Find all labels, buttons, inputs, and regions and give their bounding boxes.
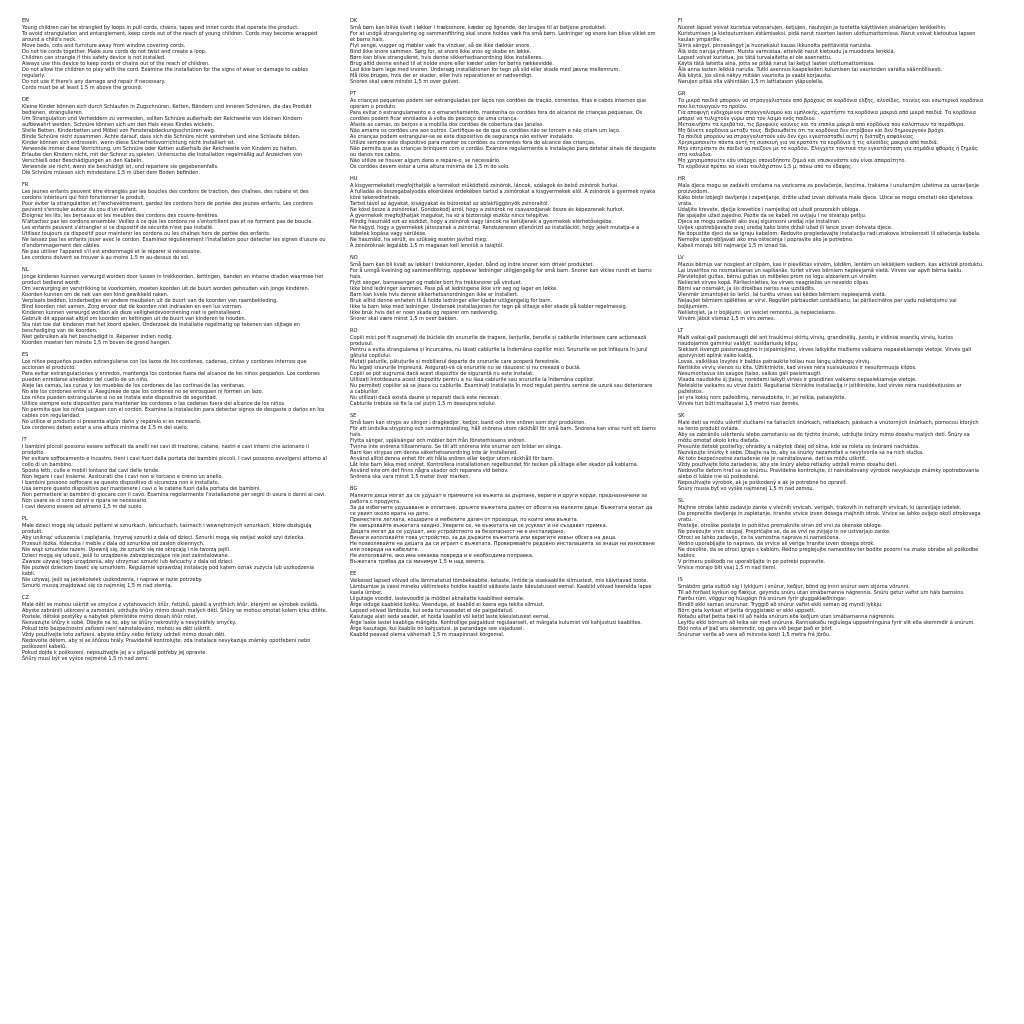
warning-line: Τα παιδιά μπορούν να στραγγαλιστούν εάν δεν έχει εγκατασταθεί αυτή η διάταξη ασφαλείας. bbox=[678, 134, 915, 140]
language-section-ee bbox=[350, 571, 656, 638]
warning-line: Zawsze używaj tego urządzenia, aby utrzymać sznurki lub łańcuchy z dala od dzieci. bbox=[22, 559, 234, 565]
warning-line: Copiii mici pot fi sugrumați de buclele din snururile de tragere, lanțurile, benzile și cablurile interioare care acționează produsul. bbox=[350, 335, 647, 347]
warning-line: Въжетата трябва да са минимум 1,5 м над земята. bbox=[350, 559, 486, 565]
warning-line: Lovas, vaikiškas lovytes ir baldus patraukite toliau nuo langų uždangų virvių. bbox=[678, 359, 871, 365]
warning-line: Μη δένετε κορδόνια μεταξύ τους. Βεβαιωθείτε ότι τα κορδόνια δεν στρίβουν και δεν δημιουργούν βρόχο. bbox=[678, 128, 945, 134]
column-2 bbox=[350, 18, 656, 1014]
language-code: NO bbox=[350, 255, 358, 261]
warning-line: Barn kan kvele hvis denne sikkerhetsanordningen ikke er installert. bbox=[350, 292, 519, 298]
language-code: GR bbox=[678, 91, 686, 97]
warning-line: Virvės turi būti mažiausiai 1,5 metro nuo žemės. bbox=[678, 401, 800, 407]
warning-line: Majhne otroke lahko zadavijo zanke v vlečnih vrvicah, verigah, trakovih in notranjih vrvicah, ki upravljajo izdelek. bbox=[678, 505, 962, 511]
warning-line: Децата могат да се удушат, ако устройството за безопасност не е инсталирано. bbox=[350, 529, 566, 535]
warning-line: Малките деца могат да се удушат в примките на въжета за дърпане, вериги и други корди, предназначени за работа с продукта. bbox=[350, 493, 647, 505]
warning-line: Mazus bērnus var nosgiest ar cilpām, kas ir pievilktas virvēm, ķēdēm, lentēm un iekšējiem vadiem, kas aktivizē produktu. bbox=[678, 262, 984, 268]
warning-line: Neriškite virvių vienos su kita. Užtikrinkite, kad virves nėra susisukusios ir nesuformuoja kilpos. bbox=[678, 365, 917, 371]
warning-line: Ikke bruk hvis det er noen skade og reparer om nødvendig. bbox=[350, 310, 499, 316]
warning-line: Nie wiąż sznurków razem. Upewnij się, że sznurki się nie skręcają i nie tworzą pętli. bbox=[22, 547, 231, 553]
language-code: HU bbox=[350, 176, 358, 182]
warning-line: Μη χρησιμοποιείτε εάν υπάρχει οποιαδήποτε ζημιά και επισκευάστε εάν είναι απαραίτητο. bbox=[678, 158, 907, 164]
warning-line: Använd inte om det finns några skador och reparera vid behov. bbox=[350, 468, 509, 474]
warning-line: Nu legați snururile împreună. Asigurați-vă că snururile nu se răsucesc și nu creează o buclă. bbox=[350, 365, 581, 371]
warning-line: Færðu rúm, vöggur og húsgögn frá snúrum fyrir gluggaklæðningar. bbox=[678, 596, 847, 602]
language-code: SE bbox=[350, 413, 357, 419]
language-section-bg bbox=[350, 486, 656, 565]
warning-line: Винаги използвайте това устройство, за да държите въжетата или веригите извън обсега на деца. bbox=[350, 535, 617, 541]
language-section-nl bbox=[22, 267, 328, 346]
warning-line: Los niños pueden estrangularse si no se instala este dispositivo de seguridad. bbox=[22, 395, 218, 401]
warning-line: I bambini piccoli possono essere soffocati da anelli nei cavi di trazione, catene, nastri e cavi interni che azionano il prodotto. bbox=[22, 444, 309, 456]
warning-line: Ärge siduge kaableid kokku. Veenduge, et kaablid ei keera ega tekita silmust. bbox=[350, 602, 545, 608]
warning-line: V primeru poškodb ne uporabljajte in po potrebi popravite. bbox=[678, 559, 826, 565]
language-code: PT bbox=[350, 91, 357, 97]
warning-line: Não amarre os cordões uns aos outros. Certifique-se de que os cordões não se torcem e não criam um laço. bbox=[350, 128, 621, 134]
warning-line: A gyermekek megfojthatják magukat, ha ez a biztonsági eszköz nincs telepítve. bbox=[350, 213, 550, 219]
language-code: DE bbox=[22, 97, 30, 103]
warning-line: Börn geta kyrkast ef þetta öryggistæki er ekki uppsett. bbox=[678, 608, 816, 614]
language-section-is bbox=[678, 577, 984, 638]
warning-line: Μην επιτρέπετε σε παιδιά να παίζουν με το κορδόνι. Ελέγχετε τακτικά την εγκατάσταση για σημάδια φθοράς ή ζημιάς στα καλώδια. bbox=[678, 146, 978, 158]
warning-line: Ärge kasutage, kui kaablis on kahjustusi, ja parandage see vajadusel. bbox=[350, 626, 525, 632]
warning-line: Om verwurging en verstrikking te voorkomen, moeten koorden uit de buurt worden gehouden van jonge kinderen. Koorden kunnen om de nek van een kind gewikkeld raken. bbox=[22, 286, 310, 298]
warning-line: For å unngå kvelning og sammenfiltring, oppbevar ledninger utilgjengelig for små barn. Snorer kan vikles rundt et barns hals. bbox=[350, 268, 652, 280]
warning-line: Nie używaj, jeśli są jakiekolwiek uszkodzenia, i napraw w razie potrzeby. bbox=[22, 577, 203, 583]
warning-line: Per evitare soffocamento e incastro, tieni i cavi fuori dalla portata dei bambini piccoli. I cavi possono avvolgersi attorno al collo di un bambino. bbox=[22, 456, 327, 468]
warning-line: Los niños pequeños pueden estrangularse con los lazos de los cordones, cadenas, cintas y cordones internos que accionan el producto. bbox=[22, 359, 307, 371]
language-code: DK bbox=[350, 18, 358, 24]
warning-line: Sznurki muszą znajdować się co najmniej 1,5 m nad ziemią. bbox=[22, 583, 173, 589]
warning-line: Pokud toto bezpečnostní zařízení není nainstalováno, mohou se děti uškrtit. bbox=[22, 626, 212, 632]
warning-line: Τα κορδόνια πρέπει να είναι τουλάχιστον 1,5 μ. πάνω από το έδαφος. bbox=[678, 164, 853, 170]
warning-line: Cablurile trebuie să fie la cel puțin 1,5 m deasupra solului. bbox=[350, 401, 497, 407]
warning-line: Virvēm jābūt vismaz 1,5 m virs zemes. bbox=[678, 316, 776, 322]
warning-line: Niet gebruiken als het beschadigd is. Repareer indien nodig. bbox=[22, 334, 174, 340]
warning-line: Não utilize se houver algum dano e repare-o, se necessário. bbox=[350, 158, 501, 164]
warning-line: Verwende sie nicht, wenn sie beschädigt ist, und repariere sie gegebenenfalls. bbox=[22, 164, 219, 170]
warning-line: Små barn kan stryps av slingor i dragkedjor, kedjor, band och inre snören som styr produkten. bbox=[350, 420, 587, 426]
warning-line: Narujen pitää olla vähintään 1,5 m lattiatason yläpuolella. bbox=[678, 79, 824, 85]
language-section-pl bbox=[22, 516, 328, 589]
language-section-fi bbox=[678, 18, 984, 85]
warning-line: I bambini possono soffocare se questo dispositivo di sicurezza non è installato. bbox=[22, 480, 220, 486]
warning-line: Não permita que as crianças brinquem com o cordão. Examine regularmente a instalação para detetar sinais de desgaste ou danos nos cabos. bbox=[350, 146, 656, 158]
warning-line: Liigutage voodid, lastevoodid ja mööbel aknakatte kaablitest eemale. bbox=[350, 596, 525, 602]
warning-line: Ikke bind ledninger sammen. Pass på at ledningene ikke vrir seg og lager en løkke. bbox=[350, 286, 558, 292]
warning-line: As crianças podem estrangular-se se este dispositivo de segurança não estiver instalado. bbox=[350, 134, 574, 140]
warning-line: Låt inte barn leka med snöret. Kontrollera installationen regelbundet för tecken på slitage eller skador på kablarna. bbox=[350, 462, 639, 468]
warning-line: Binde Schnüre nicht zusammen. Achte darauf, dass sich die Schnüre nicht verdrehen und eine Schlaufe bilden. bbox=[22, 134, 301, 140]
language-section-hr bbox=[678, 176, 984, 249]
warning-line: Éloignez les lits, les berceaux et les meubles des cordons des couvre-fenêtres. bbox=[22, 213, 219, 219]
warning-line: Älä käytä, jos siinä näkyy mitään vaurioita ja vaabi korjausta. bbox=[678, 73, 832, 79]
language-code: LT bbox=[678, 328, 684, 334]
warning-line: Nelieciet virves kopā. Pārliecinieties, ka virves neagriežas un neveido cilpas. bbox=[678, 280, 870, 286]
warning-line: Do not use if there's any damage and repair if necessary. bbox=[22, 79, 166, 85]
warning-line: Не завързвайте въжетата заедно. Уверете се, че въжетата не се усукват и не създават примка. bbox=[350, 523, 608, 529]
warning-line: Non permettere ai bambini di giocare con il cavo. Esamina regolarmente l'installazione per segni di usura o danni ai cavi. bbox=[22, 492, 326, 498]
warning-line: Verwende immer diese Vorrichtung, um Schnüre oder Ketten außerhalb der Reichweite von Kindern zu halten. bbox=[22, 146, 298, 152]
language-code: FR bbox=[22, 182, 29, 188]
warning-line: Pentru a evita strangularea și încurcarea, nu lăsați cablurile la îndemâna copiilor mici. Snururile se pot înfășura în jurul gâtului copilului. bbox=[350, 347, 648, 359]
warning-line: Kinderen kunnen verwurgd worden als deze veiligheidsvoorziening niet is geïnstalleerd. bbox=[22, 310, 242, 316]
language-section-sl bbox=[678, 498, 984, 571]
warning-line: A fulladás és összegabalyodás elkerülése érdekében tartsd a zsinórokat a kisgyermekek elől. A zsinórok a gyermek nyaka köré tekeredhetnek. bbox=[350, 189, 656, 201]
warning-line: Les enfants peuvent s'étrangler si ce dispositif de sécurité n'est pas installé. bbox=[22, 225, 214, 231]
warning-line: Lapsed võivad lämbuda, kui seda turvaseadet ei ole paigaldatud. bbox=[350, 608, 514, 614]
warning-line: Children can strangle if this safety device is not installed. bbox=[22, 55, 166, 61]
language-code: CZ bbox=[22, 595, 29, 601]
warning-line: Die Schnüre müssen sich mindestens 1,5 m über dem Boden befinden. bbox=[22, 170, 201, 176]
language-section-pt bbox=[350, 91, 656, 170]
warning-line: Do not allow the children to play with the cord. Examine the installation for the signs of wear or damage to cables regularly. bbox=[22, 67, 308, 79]
language-code: IT bbox=[22, 437, 27, 443]
warning-line: Vždy používajte toto zariadenie, aby ste šnúry alebo retiazky udržali mimo dosahu detí. bbox=[678, 462, 898, 468]
warning-line: Kaablid peavad olema vähemalt 1,5 m maapinnast kõrgemal. bbox=[350, 632, 505, 638]
warning-line: Nedovolte dětem, aby si se šňůrou hrály. Pravidelně kontrolujte, zda instalace nevykazuje známky opotřebení nebo poškození kabelů. bbox=[22, 638, 311, 650]
warning-line: Flytt senger, barnesenger og møbler bort fra trekksnorer på vinduet. bbox=[350, 280, 523, 286]
language-code: FI bbox=[678, 18, 683, 24]
warning-line: I cavi devono essere ad almeno 1,5 m dal suolo. bbox=[22, 504, 143, 510]
language-code: EE bbox=[350, 571, 357, 577]
warning-line: Always use this device to keep cords or chains out of the reach of children. bbox=[22, 61, 210, 67]
language-code: ES bbox=[22, 352, 29, 358]
warning-line: Malé děti se mohou uškrtit ve smyčce z vytahovacích šňůr, řetízků, pásků a vnitřních šňůr, kterými se výrobek ovládá. bbox=[22, 602, 319, 608]
warning-line: Pārvietojiet gultas, bērnu gultas un mēbeles prom no logu aizkariem un virvēm. bbox=[678, 274, 878, 280]
warning-line: Maži vaikai gali pasismaugti dėl ant traukimui skirtų virvių, grandinėlių, juostų ir vidiniai esančių virvių, kurios naudojamos gaminiui valdyti, susidariusių kilpų. bbox=[678, 335, 954, 347]
warning-line: Vienmēr izmantojiet šo ierīci, lai turētu virves vai ķēdes bērniem nepieejamā vietā. bbox=[678, 292, 887, 298]
warning-line: Jonge kinderen kunnen verwurgd worden door lussen in trekkoorden, kettingen, banden en interne draden waarmee het product bediend wordt. bbox=[22, 274, 324, 286]
warning-line: Nesumontavus šio saugos įtaiso, vaikas gali pasismaugti. bbox=[678, 371, 822, 377]
warning-line: Τα μικρά παιδιά μπορούν να στραγγαλιστούν από βρόχους σε κορδόνια έλξης, αλυσίδες, ταινίες και εσωτερικά κορδόνια που λειτουργούν το προϊόν. bbox=[678, 98, 984, 110]
warning-line: Smábörn geta sultúð sig í lykkjum í snúrur, keðjur, bönd og innri snúrur sem stjórna vörunni. bbox=[678, 584, 910, 590]
language-section-se bbox=[350, 413, 656, 480]
warning-line: Преместете леглата, кошарите и мебелите далеч от прозорци, по които има въжета. bbox=[350, 517, 579, 523]
warning-line: Ikke la barn leke med ledninger. Undersøk installasjonen for tegn på slitasje eller skade på kabler regelmessig. bbox=[350, 304, 628, 310]
language-section-hu bbox=[350, 176, 656, 249]
warning-line: Para evitar o estrangulamento e o emaranhamento, mantenha os cordões fora do alcance de crianças pequenas. Os cordões podem ficar enrolados à volta do pescoço de uma criança. bbox=[350, 110, 643, 122]
warning-line: Para evitar estrangulaciones y enredos, mantenga los cordones fuera del alcance de los niños pequeños. Los cordones pueden enredarse alrededor del cuello de un niño. bbox=[22, 371, 320, 383]
language-code: BG bbox=[350, 486, 358, 492]
warning-line: Šnúry musia byť vo výške najmenej 1,5 m nad zemou. bbox=[678, 486, 815, 492]
warning-line: Jei yra kokių nors pažeidimų, nenaudokite, ir, jei reikia, pataisykite. bbox=[678, 395, 847, 401]
warning-line: Przesuń łóżka, łóżeczka i meble z dala od sznurków od zasłon okiennych. bbox=[22, 541, 205, 547]
language-section-lv bbox=[678, 255, 984, 322]
warning-line: Os cordões devem estar a uma altura mínima de 1,5 m do solo. bbox=[350, 164, 510, 170]
warning-line: Aby uniknąć uduszenia i zaplątania, trzymaj sznurki z dala od dzieci. Sznurki mogą się owijać wokół szyi dziecka. bbox=[22, 535, 305, 541]
warning-line: Djeca se mogu zadaviti ako ovaj sigurnosni uređaj nije instaliran. bbox=[678, 219, 841, 225]
language-section-gr bbox=[678, 91, 984, 170]
warning-line: Не позволявайте на децата да си играят с въжетата. Проверявайте редовно инсталацията за знаци на износване или повреда на кабелите. bbox=[350, 541, 656, 553]
warning-line: Aby sa zabránilo uškrteniu alebo zamotaniu sa do týchto šnúrok, udržujte šnúry mimo dosahu malých detí. Šnúry sa môžu omotať okolo krku dieťaťa. bbox=[678, 432, 970, 444]
warning-line: Afaste as camas, os berços e a mobília dos cordões de cobertura das janelas. bbox=[350, 122, 545, 128]
language-section-dk bbox=[350, 18, 656, 85]
warning-line: Copiii se pot sugruma dacă acest dispozitiv de siguranță nu este instalat. bbox=[350, 371, 534, 377]
warning-line: Mutați paturile, pătuțurile și mobilierul departe de snururile care acoperă ferestrele. bbox=[350, 359, 561, 365]
warning-line: Kleine Kinder können sich durch Schlaufen in Zugschnüren, Ketten, Bändern und inneren Schnüren, die das Produkt bedienen, strangulieren. bbox=[22, 104, 312, 116]
warning-line: Erlaube den Kindern nicht, mit der Schnur zu spielen. Untersuche die Installation regelmäßig auf Anzeichen von Verschleiß oder Beschädigungen an den Kabeln. bbox=[22, 152, 303, 164]
warning-line: Leyfðu ekki börnum að leika sér með snúruna. Rannsakaðu reglulega uppsetninguna fyrir slit eða skemmdir á snúrum. bbox=[678, 620, 975, 626]
warning-line: Koorden moeten ten minste 1,5 m boven de grond hangen. bbox=[22, 340, 171, 346]
language-code: EN bbox=[22, 18, 29, 24]
warning-line: Μετακινήστε τα κρεβάτια, τις βρεφικές κούνιες και τα έπιπλα μακριά από κορδόνια που καλύπτουν τα παράθυρα. bbox=[678, 122, 966, 128]
warning-line: Los cordones deben estar a una altura mínima de 1,5 m del suelo. bbox=[22, 425, 189, 431]
warning-line: Da preprečite davljenje in zapletanje, hranite vrvice izven dosega majhnih otrok. Vrvice se lahko ovijejo okoli otrokovega vratu. bbox=[678, 511, 981, 523]
warning-line: Utilizați întotdeauna acest dispozitiv pentru a nu lăsa cablurile sau snururile la îndemâna copiilor. bbox=[350, 377, 595, 383]
warning-line: Dzieci mogą się udusić, jeśli to urządzenie zabezpieczające nie jest zainstalowane. bbox=[22, 553, 230, 559]
warning-line: Flytta sängar, spjälsängar och möbler bort från fönsterhissens snören. bbox=[350, 438, 527, 444]
warning-line: Не използвайте, ако има някаква повреда и е необходима поправка. bbox=[350, 553, 534, 559]
warning-line: Ne spajajte užad zajedno. Pazite da se kabeli ne uvijaju i ne stvaraju petlju. bbox=[678, 213, 867, 219]
language-code: IS bbox=[678, 577, 683, 583]
warning-line: Ne használd, ha sérült, és szükség esetén javítsd meg. bbox=[350, 237, 488, 243]
language-code: NL bbox=[22, 267, 29, 273]
warning-line: Les cordons doivent se trouver à au moins 1,5 m au-dessus du sol. bbox=[22, 255, 190, 261]
warning-line: Väikesed lapsed võivad olla lämmatatud tõmbekaabite, ketaste, lintide ja sisekaablite silmustest, mis käivitavad toote. bbox=[350, 578, 648, 584]
language-section-it bbox=[22, 437, 328, 510]
warning-line: Notaðu alltaf þetta tæki til að halda snúrum eða keðjum utan smábarnanna nágrennis. bbox=[678, 614, 896, 620]
warning-line: Aleje las camas, las cunas y los muebles de los cordones de las cortinas de las ventanas. bbox=[22, 383, 246, 389]
warning-line: Sposta letti, culle e mobili lontano dai cavi delle tende. bbox=[22, 468, 160, 474]
language-section-en bbox=[22, 18, 328, 91]
warning-line: Brug altid denne enhed til at holde snore eller kæder uden for børns rækkevidde. bbox=[350, 61, 554, 67]
warning-line: Sta niet toe dat kinderen met het koord spelen. Onderzoek de installatie regelmatig op tekenen van slijtage en beschadiging van de koorden. bbox=[22, 322, 301, 334]
warning-line: Siekiant išvengti pasismaugimo ir įsipainiojimo, virves laikykite mažiems vaikams nepasiekiamoje vietoje. Virvės gali apsivynioti aplink vaiko kaklą. bbox=[678, 347, 972, 359]
warning-line: Um Strangulation und Verheddern zu vermeiden, sollten Schnüre außerhalb der Reichweite von kleinen Kindern aufbewahrt werden. Schnüre können sich um den Hals eines Kindes wickeln. bbox=[22, 116, 302, 128]
language-section-sk bbox=[678, 413, 984, 492]
warning-line: Kinder können sich erdrosseln, wenn diese Sicherheitsvorrichtung nicht installiert ist. bbox=[22, 140, 236, 146]
warning-line: Mindig használd ezt az eszközt, hogy a zsinórok vagy láncok ne kerüljenek a gyermekek elérhetőségébe. bbox=[350, 219, 614, 225]
language-section-ro bbox=[350, 328, 656, 407]
warning-line: Nezväzujte šnúrky k sebe. Dbajte na to, aby sa šnúrky nezamotali a nevytvorila sa na nich slučka. bbox=[678, 450, 924, 456]
warning-line: Uvijek upotrebljavajte ovaj uređaj kako biste držali užad ili lance izvan dohvata djece. bbox=[678, 225, 893, 231]
warning-line: Neliietojiet, ja ir bojājumi, un veiciet remontu, ja nepieciešams. bbox=[678, 310, 837, 316]
warning-line: Χρησιμοποιείτε πάντα αυτή τη συσκευή για να κρατάτε τα κορδόνια ή τις αλυσίδες μακριά από παιδιά. bbox=[678, 140, 939, 146]
language-section-cz bbox=[22, 595, 328, 662]
warning-line: Postelje, otroške postelje in pohištvo premaknite stran od vrvi za okenske obloge. bbox=[678, 523, 883, 529]
warning-line: Non usare se ci sono danni e ripara se necessario. bbox=[22, 498, 148, 504]
warning-line: För att undvika strypning och sammantrassling, håll snörena utom räckhåll för små barn. Snörena kan viras runt ett barns hals. bbox=[350, 426, 656, 438]
warning-line: Nepoužívajte výrobok, ak je poškodený a ak je potrebné ho opraviť. bbox=[678, 480, 848, 486]
warning-line: Ne dopustite djeci da se igraju kabelom. Redovito pregledavajte instalaciju radi znakova istrošenosti ili oštećenja kabela. bbox=[678, 231, 981, 237]
warning-line: Nu utilizați dacă există daune și reparați dacă este necesar. bbox=[350, 395, 500, 401]
warning-line: Barn kan strypas om denna säkerhetsanordning inte är installerad. bbox=[350, 450, 518, 456]
warning-line: Nuoret lapset voivat kuristua vetonarujen, ketjujen, nauhojen ja tuotetta käyttävien sisänarujen lenkkeihin. bbox=[678, 25, 947, 31]
warning-line: Ekki nota ef það eru skemmdir, og gera við þegar það er þörf. bbox=[678, 626, 833, 632]
warning-line: Ne dovolite, da se otroci igrajo s kablom. Redno preglejujte namestitev ter bodite pozorni na znake obrabe ali poškodbe kablov. bbox=[678, 547, 979, 559]
language-section-fr bbox=[22, 182, 328, 261]
warning-line: Snúrunar verða að vera að minnsta kosti 1,5 metra frá jörðu. bbox=[678, 632, 831, 638]
warning-line: Nie pozwól dzieciom bawić się sznurkiem. Regularnie sprawdzaj instalację pod kątem oznak zużycia lub uszkodzenia kabli. bbox=[22, 565, 315, 577]
warning-line: Verplaats bedden, kinderbedjes en andere meubelen uit de buurt van de koorden van raambekleding. bbox=[22, 298, 278, 304]
warning-line: Lai izvairītos no nosmakšanas un sapīšanās, turiet virves bērniem nepieejamā vietā. Virves var apvīt bērna kaklu. bbox=[678, 268, 963, 274]
warning-line: Bērni var nosmakt, ja šis drošības neriss nav uzstādīts. bbox=[678, 286, 816, 292]
warning-line: For at undgå strangulering og sammenfiltring skal snore holdes væk fra små børn. Ledninger og snore kan blive viklet om et barns hals. bbox=[350, 31, 656, 43]
warning-line: Ne pas utiliser l'appareil s'il est endommagé et le réparer si nécessaire. bbox=[22, 249, 202, 255]
warning-line: Nedovoľte deťom hrať sa so šnúrou. Pravidelne kontrolujte, či nainštalovaný výrobok nevykazuje známky opotrebovania alebo či káble nie sú poškodené. bbox=[678, 468, 979, 480]
language-code: RO bbox=[350, 328, 358, 334]
warning-line: No utilice el producto si presenta algún daño y repárelo si es necesario. bbox=[22, 419, 202, 425]
warning-line: Neļaujiet bērniem spēlēties ar virvi. Regulāri pārbaudiet uzstādīšanu, lai pārliecinātos par vadu nolietojumu vai bojājumiem. bbox=[678, 298, 957, 310]
warning-line: Stelle Betten, Kinderbetten und Möbel von Fensterabdeckungsschnüren weg. bbox=[22, 128, 216, 134]
warning-line: Pokud dojde k poškození, nepoužívejte jej a v případě potřeby jej opravte. bbox=[22, 650, 207, 656]
language-code: SK bbox=[678, 413, 685, 419]
warning-line: Siirrä sängyt, pinnasängyt ja huonekalut kauas ikkunoita peittävistä naruista. bbox=[678, 43, 872, 49]
column-1 bbox=[22, 18, 328, 1014]
warning-line: Mala djeca mogu se zadaviti omčama na vezicama za povlačenje, lancima, trakama i unutarnjim užetima za upravljanje proizvodom. bbox=[678, 183, 979, 195]
language-section-lt bbox=[678, 328, 984, 407]
warning-line: Neleiskite vaikams su virve žaisti. Reguliariai tikrinkite instaliaciją ir įsitikinkite, kad virves nėra nusidėvėjusios ar pažeistos. bbox=[678, 383, 962, 395]
warning-sheet bbox=[22, 18, 1004, 1014]
language-section-no bbox=[350, 255, 656, 322]
warning-line: Kuristumisen ja kietoutumisen estämiseksi, pidä narut nuorten lasten ulottumattomissa. Narut voivat kietoutua lapsen kaulan ympärille. bbox=[678, 31, 976, 43]
warning-line: Snoren skal være mindst 1,5 m over gulvet. bbox=[350, 79, 460, 85]
warning-line: За да избегнете удушаване и оплитане, дръжте въжетата далеч от обсега на малките деца. Въжетата могат да се увият около врата на дете. bbox=[350, 505, 653, 517]
warning-line: Gebruik dit apparaat altijd om koorden en kettingen uit de buurt van kinderen te houden. bbox=[22, 316, 247, 322]
warning-line: Bruk alltid denne enheten til å holde ledninger eller kjeder utilgjengelig for barn. bbox=[350, 298, 553, 304]
warning-line: Lämbumise ja vassi mineku vältimiseks hoidke kaablid väikeste laste käeulatusest eemal. Kaablid võivad keerelda lapse kaela ümber. bbox=[350, 584, 652, 596]
warning-line: Snörena ska vara minst 1,5 meter över marken. bbox=[350, 474, 471, 480]
warning-line: Udaljite krevete, dječje krevetiće i namještaj od užadi prozorskih obloga. bbox=[678, 207, 861, 213]
warning-line: Bind ikke snore sammen. Sørg for, at snore ikke snos og skabe en løkke. bbox=[350, 49, 532, 55]
warning-line: Ak toto bezpečnostné zariadenie nie je nainštalované, deti sa môžu uškrtiť. bbox=[678, 456, 867, 462]
warning-line: Utilice siempre este dispositivo para mantener los cordones o las cadenas fuera del alcance de los niños. bbox=[22, 401, 286, 407]
warning-line: Vedno uporabljajte to napravo, da vrvice ali verige hranite izven dosega otrok. bbox=[678, 541, 875, 547]
warning-line: Ne hagyd, hogy a gyermekek játsszanak a zsinórral. Rendszeresen ellenőrizd az installációt, hogy jeleit mutatja-e a kábelek kopása vagy sérülése. bbox=[350, 225, 640, 237]
warning-line: Otroci se lahko zadavijo, če ta varnostna naprava ni nameščena. bbox=[678, 535, 841, 541]
warning-line: Presuňte detské postieľky, ohrádky a nábytok ďalej od okna, kde sa roleta so šnúrami nachádza. bbox=[678, 444, 920, 450]
warning-line: Små børn kan blive kvalt i løkker i trækssnore, kæder og lignende, der bruges til at betjene produktet. bbox=[350, 25, 607, 31]
warning-line: Ne povezujte vrvic skupaj. Prepričajte se, da se vrvi ne zvijajo in ne ustvarjajo zanke. bbox=[678, 529, 891, 535]
warning-line: Små barn kan bli kvalt av løkker i trekksnorer, kjeder, bånd og indre snorer som driver produktet. bbox=[350, 262, 595, 268]
warning-line: Älä sido naruja yhteen. Muista varmistaa, etteivät narut kietoudu ja muodosta lenkkiä. bbox=[678, 49, 896, 55]
warning-line: Må ikke bruges, hvis der er skader, eller hvis reparationer er nødvendigt. bbox=[350, 73, 533, 79]
warning-line: Για αποφυγή ενδεχόμενου στραγγαλισμού και εμπλοκής, κρατήστε τα κορδόνια μακριά από μικρά παιδιά. Τα κορδόνια μπορεί να τυλιχτούν γύρω από τον λαιμό ενός παιδιού. bbox=[678, 110, 977, 122]
warning-line: Les jeunes enfants peuvent être étranglés par les boucles des cordons de traction, des chaînes, des rubans et des cordons intérieurs qui font fonctionner le produit. bbox=[22, 189, 309, 201]
warning-line: A kisgyermekeket megfojthatják a terméket működtető zsinórok, láncok, szalagok és belső zsinórok hurkai. bbox=[350, 183, 619, 189]
language-code: SL bbox=[678, 498, 684, 504]
column-3 bbox=[678, 18, 984, 1014]
warning-line: Vrvice morajo biti vsaj 1,5 m nad tlemi. bbox=[678, 565, 777, 571]
warning-line: Postele, dětské postýlky a nábytek přemístěte mimo dosah šňůr rolet. bbox=[22, 614, 198, 620]
language-section-de bbox=[22, 97, 328, 176]
warning-line: Bind koorden niet samen. Zorg ervoor dat de koorden niet indraaien en een lus vormen. bbox=[22, 304, 243, 310]
warning-line: Pour éviter la strangulation et l'enchevêtrement, gardez les cordons hors de portée des jeunes enfants. Les cordons peuvent s'enrouler autour du cou d'un enfant. bbox=[22, 201, 313, 213]
language-code: HR bbox=[678, 176, 686, 182]
warning-line: Move beds, cots and furniture away from window covering cords. bbox=[22, 43, 186, 49]
warning-line: Young children can be strangled by loops in pull cords, chains, tapes and inner cords that operate the product. bbox=[22, 25, 299, 31]
warning-line: Do not tie cords together. Make sure cords do not twist and create a loop. bbox=[22, 49, 207, 55]
warning-line: Šňůry musí být ve výšce nejméně 1,5 m nad zemí. bbox=[22, 656, 149, 662]
warning-line: Lad ikke børn lege med snoren. Undersøg installationen for tegn på slid eller skade med jævne mellemrum. bbox=[350, 67, 620, 73]
warning-line: Utilize sempre este dispositivo para manter os cordões ou correntes fora do alcance das crianças. bbox=[350, 140, 596, 146]
warning-line: Använd alltid denna enhet för att hålla snören eller kedjor utom räckhåll för barn. bbox=[350, 456, 555, 462]
warning-line: No permita que los niños jueguen con el cordón. Examine la instalación para detectar signos de desgaste o daños en los cables con regularidad. bbox=[22, 407, 325, 419]
warning-line: Abyste zabránili uškrcení a zamotání, udržujte šňůry mimo dosah malých dětí. Šňůry se mohou omotat kolem krku dítěte. bbox=[22, 608, 328, 614]
language-code: LV bbox=[678, 255, 684, 261]
warning-line: Kabeli moraju biti najmanje 1,5 m iznad tla. bbox=[678, 243, 788, 249]
warning-line: Flyt senge, vugger og møbler væk fra vinduer, så de ikke dækker snore. bbox=[350, 43, 531, 49]
warning-line: Nemojte upotrebljavati ako ima oštećenja i popravite ako je potrebno. bbox=[678, 237, 854, 243]
warning-line: Nesvazujte šňůry k sobě. Dbejte na to, aby se šňůry nekroutily a nevytvářely smyčky. bbox=[22, 620, 237, 626]
warning-line: Ne laissez pas les enfants jouer avec le cordon. Examinez régulièrement l'installation pour détecter les signes d'usure ou d'endommagement des câbles. bbox=[22, 237, 326, 249]
warning-line: Tartsd távol az ágyakat, kiságyakat és bútorokat az ablakfüggönyök zsinóraitól. bbox=[350, 201, 550, 207]
warning-line: Bindið ekki saman snúrunar. Tryggið að snúrur vafist ekki saman og myndi lykkju. bbox=[678, 602, 883, 608]
warning-line: Cords must be at least 1.5 m above the ground. bbox=[22, 85, 143, 91]
warning-line: N'attachez pas les cordons ensemble. Veillez à ce que les cordons ne s'entortillent pas et ne forment pas de boucle. bbox=[22, 219, 314, 225]
warning-line: Ne kösd össze a zsinórokat. Gondoskodj arról, hogy a zsinórok ne csavarodjanak össze és képezzenek hurkot. bbox=[350, 207, 625, 213]
warning-line: No ate los cordones entre sí. Asegúrese de que los cordones no se enrosquen ni formen un lazo. bbox=[22, 389, 264, 395]
warning-line: Ärge laske lastel kaabliga mängida. Kontrollige paigaldust regulaarselt, et märgata kulumist või kahjustusi kaablites. bbox=[350, 620, 642, 626]
warning-line: Lapset voivat kuristua, jos tätä turvalaitetta ei ole asennettu. bbox=[678, 55, 832, 61]
warning-line: Nu permiteți copiilor să se joace cu cablurile. Examinați instalația în mod regulat pentru semne de uzură sau deteriorare a cablurilor. bbox=[350, 383, 653, 395]
warning-line: Non legare i cavi insieme. Assicurati che i cavi non si torcano e creino un anello. bbox=[22, 474, 224, 480]
warning-line: Børn kan blive stranguleret, hvis denne sikkerhedsanordning ikke installeres. bbox=[350, 55, 543, 61]
warning-line: Snorer skal være minst 1,5 m over bakken. bbox=[350, 316, 459, 322]
warning-line: Visada naudokite šį įtaisą, norėdami laikyti virves ir grandines vaikams nepasiekiamoje vietoje. bbox=[678, 377, 917, 383]
warning-line: Älä anna lasten leikkiä narulla. Tutki asennus kaapeleiden kulumisen tai vaurioiden varalta säännöllisesti. bbox=[678, 67, 943, 73]
warning-line: Käytä tätä laitetta aina, jotta se pitää narut tai ketjut lasten ulottumattomissa. bbox=[678, 61, 875, 67]
warning-line: As crianças pequenas podem ser estranguladas por laços nos cordões de tração, correntes, fitas e cabos internos que operam o produto. bbox=[350, 98, 647, 110]
language-section-es bbox=[22, 352, 328, 431]
warning-line: Małe dzieci mogą się udusić pętlami w sznurkach, łańcuchach, taśmach i wewnętrznych sznurkach, które obsługują produkt. bbox=[22, 523, 312, 535]
warning-line: Utilisez toujours ce dispositif pour maintenir les cordons ou les chaînes hors de portée des enfants. bbox=[22, 231, 271, 237]
warning-line: Vždy používejte toto zařízení, abyste šňůry nebo řetízky udrželi mimo dosah dětí. bbox=[22, 632, 226, 638]
warning-line: Malé deti sa môžu uškrtiť slučkami na ťahacích šnúrkach, retiazkach, páskach a vnútorných šnúrkach, pomocou ktorých sa tento produkt ovláda. bbox=[678, 420, 979, 432]
warning-line: To avoid strangulation and entanglement, keep cords out of the reach of young children. Cords may become wrapped around a child's neck. bbox=[22, 31, 318, 43]
warning-line: A zsinóroknak legalább 1,5 m magasan kell lenniük a talajtól. bbox=[350, 243, 504, 249]
warning-line: Kako biste izbjegli davljenje i zapetljanje, držite užad izvan dohvata male djece. Užice se mogu omotati oko djetetova vrata. bbox=[678, 195, 973, 207]
warning-line: Til að forðast kyrkun og flækjur, geymdu snúru utan smábarnanna nágrennis. Snúru getur vafist um háls barnsins. bbox=[678, 590, 965, 596]
warning-line: Usa sempre questo dispositivo per mantenere i cavi o le catene fuori dalla portata dei bambini. bbox=[22, 486, 261, 492]
language-code: PL bbox=[22, 516, 28, 522]
warning-line: Tvinna inte snörena tillsammans. Se till att snörena inte snurrar och bildar en slinga. bbox=[350, 444, 563, 450]
warning-line: Kasutage alati seda seadet, et hoida kaablid või ketid laste käeulatusest eemal. bbox=[350, 614, 550, 620]
